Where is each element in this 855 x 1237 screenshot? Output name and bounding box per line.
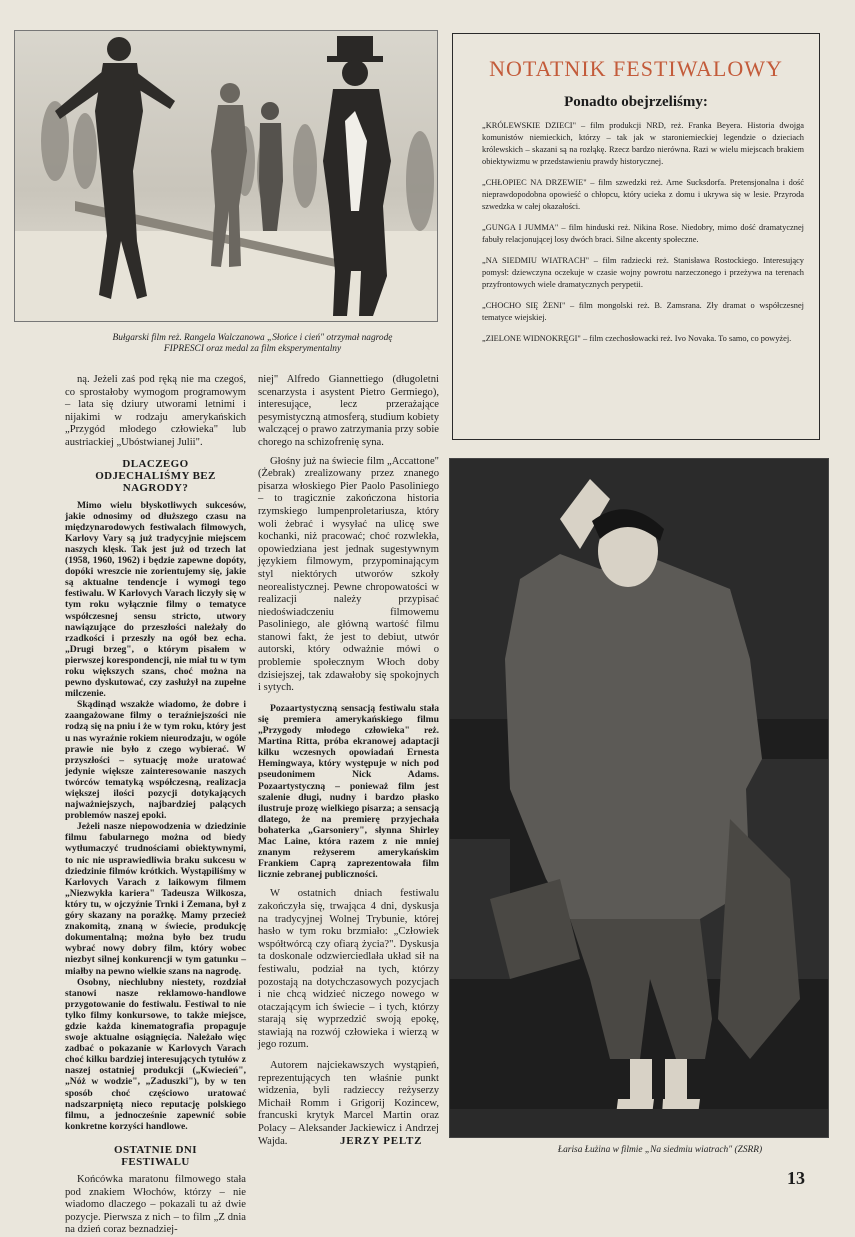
photo-beach-film-still (14, 30, 438, 322)
paragraph: Mimo wielu błyskotliwych sukcesów, jakie odnosimy od dłuższego czasu na międzynarodowych festiwalach filmowych, Karlovy Vary są już tradycyjnie miejscem naszych klęsk. Tak jest już od trzech lat (1958, 1960, 1962) i będzie zapewne dopóty, dopóki wreszcie nie zorientujemy się, jakie są aktualne tendencje i wymogi tego festiwalu. W Karlovych Varach liczyły się w tym roku wyłącznie filmy o tematyce współczesnej sensu stricto, utwory nawiązujące do przeszłości należały do rzadkości i przeszły na ogół bez echa. „Drugi brzeg", o którym pisałem w pierwszej korespondencji, nie miał tu w tym roku większych szans, choć można na pewno dyskutować, czy zasłużył na zupełne milczenie. (65, 499, 246, 700)
section-heading: DLACZEGO ODJECHALIŚMY BEZ NAGRODY? (95, 457, 216, 494)
paragraph: Skądinąd wszakże wiadomo, że dobre i zaangażowane filmy o teraźniejszości nie rodzą się na pniu i że w tym roku, który jest u nas wyraźnie rokiem nieurodzaju, w ogóle prawie nie było z czego wybierać. W przyszłości – sytuację może uratować jedynie większe zainteresowanie naszych twórców tematyką współczesną, realizacja większej ilości pozycji dotykających najważniejszych, najbardziej palących problemów naszej epoki. (65, 699, 246, 822)
beach-scene-image (15, 31, 437, 321)
paragraph: Jeżeli nasze niepowodzenia w dziedzinie filmu fabularnego można od biedy wytłumaczyć trudnościami obiektywnymi, to nic nie usprawiedliwia braku sukcesu w dziedzinie filmów krótkich. Wystąpiliśmy w Karlovych Varach z laikowym filmem „Niezwykła kariera" Tadeusza Wilkosza, który tu, w ojczyźnie Trnki i Zemana, był z góry skazany na porażkę. Mamy przecież znakomitą, znaną w świecie, produkcję dokumentalną; można było bez trudu wybrać nowy dobry film, który wobec niezbyt silnej konkurencji w tym gatunku – miałby na pewno wielkie szans na nagrodę. (65, 821, 246, 977)
note-item: „NA SIEDMIU WIATRACH" – film radziecki reż. Stanisława Rostockiego. Interesujący pomysł: dziewczyna oczekuje w czasie wojny powrotu narzeczonego i przeżywa na terenach przyfrontowych wiele dramatycznych perypetii. (482, 256, 804, 289)
photo-actress-film-still (449, 458, 829, 1138)
box-title: NOTATNIK FESTIWALOWY (489, 56, 783, 81)
paragraph: ną. Jeżeli zaś pod ręką nie ma czegoś, co sprostałoby wymogom programowym – lata się dziury utworami letnimi i nijakimi w rodzaju amerykańskich „Przygód młodego człowieka" lub austriackiej „Ubóstwianej Julii". (65, 374, 246, 448)
paragraph: Końcówka maratonu filmowego stała pod znakiem Włochów, którzy – nie wiadomo dlaczego – pokazali tu aż dwie pozycje. Pierwsza z nich – to film „Z dnia na dzień coraz beznadziej- (65, 1173, 246, 1236)
actress-portrait-image (450, 459, 828, 1137)
paragraph: Pozaartystyczną sensacją festiwalu stała się premiera amerykańskiego filmu „Przygody młodego człowieka" reż. Martina Ritta, próba ekranowej adaptacji kilku wczesnych opowiadań Ernesta Hemingwaya, który występuje w nich pod pseudonimem Nick Adams. Pozaartystyczną – ponieważ film jest szalenie długi, nudny i bardzo płasko ilustruje prozę wielkiego pisarza; a sensacją dlatego, że na premierę przyjechała bohaterka „Garsoniery", słynna Shirley Mac Laine, która razem z nie mniej znanym reżyserem amerykańskim Frankiem Caprą zaprezentowała film licznie zebranej publiczności. (258, 702, 439, 881)
note-item: „GUNGA I JUMMA" – film hinduski reż. Nikina Rose. Niedobry, mimo dość dramatycznej fabuły relacjonującej losy dwóch braci. Silne akcenty społeczne. (482, 223, 804, 244)
article-column-1 (65, 374, 246, 1237)
photo1-caption: Bułgarski film reż. Rangela Walczanowa „Słońce i cień" otrzymał nagrodę FIPRESCI oraz medal za film eksperymentalny (112, 333, 393, 354)
notes-list (482, 120, 804, 354)
note-item: „CHOCHO SIĘ ŻENI" – film mongolski reż. B. Zamsrana. Zły dramat o współczesnej tematyce wiejskiej. (482, 301, 804, 322)
paragraph: Osobny, niechlubny niestety, rozdział stanowi nasze reklamowo-handlowe przygotowanie do festiwalu. Festiwal to nie tylko filmy konkursowe, to także miejsce, gdzie każda kinematografia propaguje swoje aktualne osiągnięcia. Należało więc zadbać o pokazanie w Karlovych Varach choć kilku bardziej interesujących tytułów z naszej ostatniej produkcji („Kwiecień", „Nóż w wodzie", „Zaduszki"), by w ten sposób choć częściowo uratować nadszarpniętą nieco reputację polskiego filmu, a jednocześnie zapewnić sobie konkretne korzyści handlowe. (65, 976, 246, 1132)
author-signature: JERZY PELTZ (340, 1135, 423, 1147)
paragraph: W ostatnich dniach festiwalu zakończyła się, trwająca 4 dni, dyskusja na tradycyjnej Wolnej Trybunie, której hasło w tym roku brzmiało: „Człowiek współtwórcą czy ofiarą życia?". Dyskusja ta doskonale odzwierciedlała układ sił na festiwalu, podział na tych, którzy pozostają na dotychczasowych pozycjach i nie chcą widzieć niczego nowego w otaczającym ich świecie – i tych, którzy starają się wyprzedzić swoją epokę, stawiają na rozwój człowieka i wierzą w jego rozum. (258, 888, 439, 1051)
festival-notebook-box (452, 33, 820, 440)
paragraph: niej" Alfredo Giannettiego (długoletni scenarzysta i asystent Pietro Germiego), interesujące, lecz przerażające pesymistyczną atmosferą, studium kobiety walczącej o prawo zatrzymania przy sobie chorego na schizofrenię syna. (258, 374, 439, 448)
section-heading: OSTATNIE DNI FESTIWALU (114, 1143, 197, 1168)
photo2-caption: Łarisa Łużina w filmie „Na siedmiu wiatrach" (ZSRR) (557, 1145, 763, 1155)
box-subtitle: Ponadto obejrzeliśmy: (564, 94, 708, 110)
article-column-2 (258, 374, 439, 1148)
page-number: 13 (787, 1168, 805, 1188)
note-item: „CHŁOPIEC NA DRZEWIE" – film szwedzki reż. Arne Sucksdorfa. Pretensjonalna i dość nieprawdopodobna opowieść o chłopcu, który ucieka z domu i ukrywa się w lesie. Przyroda szwedzka w całej okazałości. (482, 178, 804, 211)
paragraph: Autorem najciekawszych wystąpień, reprezentujących ten właśnie punkt widzenia, byli radzieccy reżyserzy Michaił Romm i Grigorij Kozincew, francuski krytyk Marcel Martin oraz Polacy – Aleksander Jackiewicz i Andrzej Wajda. (258, 1060, 439, 1147)
note-item: „KRÓLEWSKIE DZIECI" – film produkcji NRD, reż. Franka Beyera. Historia dwojga komunistów niemieckich, którzy – tak jak w staroniemieckiej legendzie o dzieciach królewskich – skazani są na rozłąkę. Rzecz bardzo nierówna. Razi w wielu miejscach brakiem obiektywizmu w przedstawieniu prawdy historycznej. (482, 121, 804, 166)
note-item: „ZIELONE WIDNOKRĘGI" – film czechosłowacki reż. Ivo Novaka. To samo, co powyżej. (482, 334, 792, 343)
paragraph: Głośny już na świecie film „Accattone" (Żebrak) zrealizowany przez znanego pisarza włoskiego Pier Paolo Pasoliniego – to tragicznie zakończona historia rzymskiego lumpenproletariusza, który woli żebrać i wysyłać na ulicę swe kochanki, niż pracować; choć rozwlekła, opowiedziana jest jednak sugestywnym językiem filmowym, przypominającym styl niektórych utworów szkoły neorealistycznej. Pewne chropowatości w realizacji należy przypisać niedoświadczeniu filmowemu Pasoliniego, ale główną wartość filmu stanowi fakt, że jest to debiut, utwór autorski, który odważnie mówi o problemie społecznym Włoch doby dzisiejszej, tak zdawałoby się spokojnych i sytych. (258, 455, 439, 694)
